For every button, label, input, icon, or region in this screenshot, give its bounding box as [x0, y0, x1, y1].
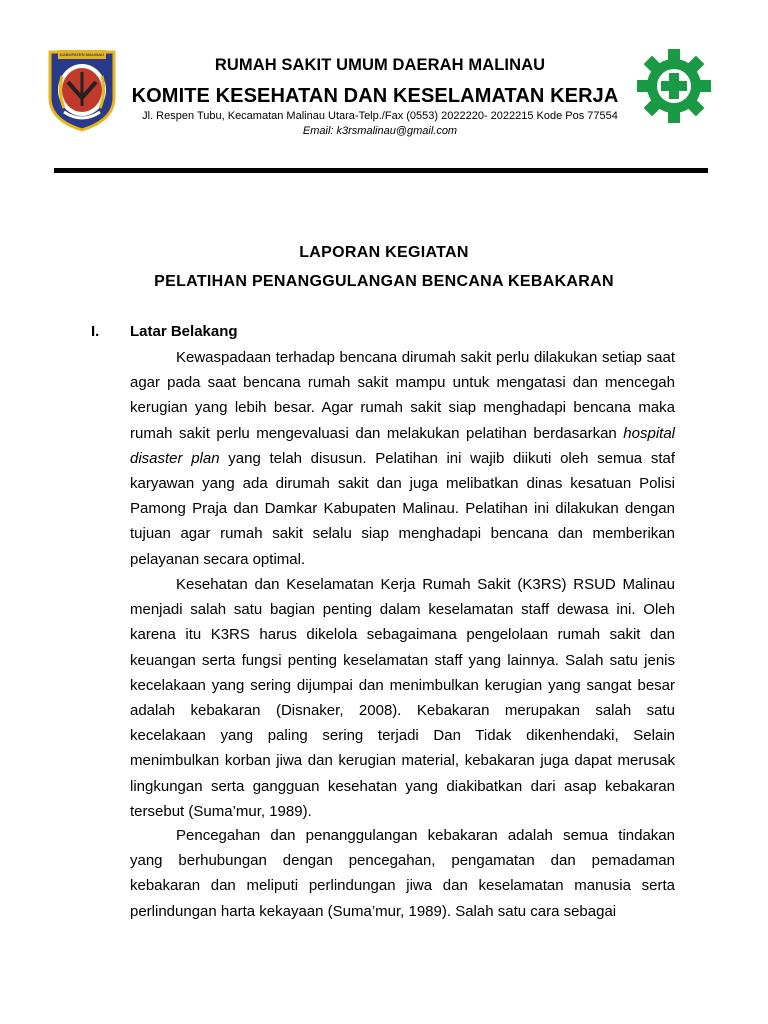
address-line: Jl. Respen Tubu, Kecamatan Malinau Utara-Telp./Fax (0553) 2022220- 2022215 Kode Pos 77554 [142, 110, 618, 122]
paragraph-1-text-a: Kewaspadaan terhadap bencana dirumah sakit perlu dilakukan setiap saat agar pada saat bencana rumah sakit mampu untuk mengatasi dan mencegah kerugian yang lebih besar. Agar rumah sakit siap menghadapi bencana maka rumah sakit perlu mengevaluasi dan melakukan pelatihan berdasarkan [130, 349, 675, 442]
section-heading: Latar Belakang [130, 323, 238, 340]
paragraph-2 [130, 572, 675, 824]
report-title: LAPORAN KEGIATAN [299, 244, 469, 261]
paragraph-3 [130, 823, 675, 924]
report-subtitle: PELATIHAN PENANGGULANGAN BENCANA KEBAKARAN [154, 273, 614, 290]
email-line: Email: k3rsmalinau@gmail.com [302, 125, 458, 137]
regency-crest-icon [44, 46, 120, 132]
committee-name: KOMITE KESEHATAN DAN KESELAMATAN KERJA [131, 85, 619, 107]
section-number: I. [91, 323, 100, 340]
paragraph-2-text: Kesehatan dan Keselamatan Kerja Rumah Sakit (K3RS) RSUD Malinau menjadi salah satu bagian penting dalam keselamatan staff dewasa ini. Oleh karena itu K3RS harus dikelola sebagaimana pengelolaan rumah sakit dan keuangan serta fungsi penting keselamatan staff yang lainnya. Salah satu jenis kecelakaan yang sering dijumpai dan menimbulkan kerugian yang sangat besar adalah kebakaran (Disnaker, 2008). Kebakaran merupakan salah satu kecelakaan yang paling sering terjadi Dan Tidak dikenhendaki, Selain menimbulkan korban jiwa dan kerugian material, kebakaran juga dapat merusak lingkungan serta gangguan kesehatan yang diakibatkan dari asap kebakaran tersebut (Suma’mur, 1989). [130, 576, 675, 820]
paragraph-3-text: Pencegahan dan penanggulangan kebakaran adalah semua tindakan yang berhubungan dengan pencegahan, pengamatan dan pemadaman kebakaran dan meliputi perlindungan jiwa dan keselamatan manusia serta perlindungan harta kekayaan (Suma’mur, 1989). Salah satu cara sebagai [130, 827, 675, 920]
institution-name: RUMAH SAKIT UMUM DAERAH MALINAU [214, 56, 546, 74]
letterhead-divider [54, 168, 708, 173]
paragraph-1-text-b: yang telah disusun. Pelatihan ini wajib diikuti oleh semua staf karyawan yang ada dirumah sakit dan juga melibatkan dinas kesatuan Polisi Pamong Praja dan Damkar Kabupaten Malinau. Pelatihan ini dilakukan dengan tujuan agar rumah sakit selalu siap menghadapi bencana dan memberikan pelayanan secara optimal. [130, 449, 675, 568]
paragraph-1 [130, 345, 675, 572]
paragraph-1-italic-term: hospital disaster plan [130, 424, 675, 467]
k3-safety-gear-cross-icon [636, 48, 712, 124]
crest-banner-text: KABUPATEN MALINAU [59, 52, 105, 57]
